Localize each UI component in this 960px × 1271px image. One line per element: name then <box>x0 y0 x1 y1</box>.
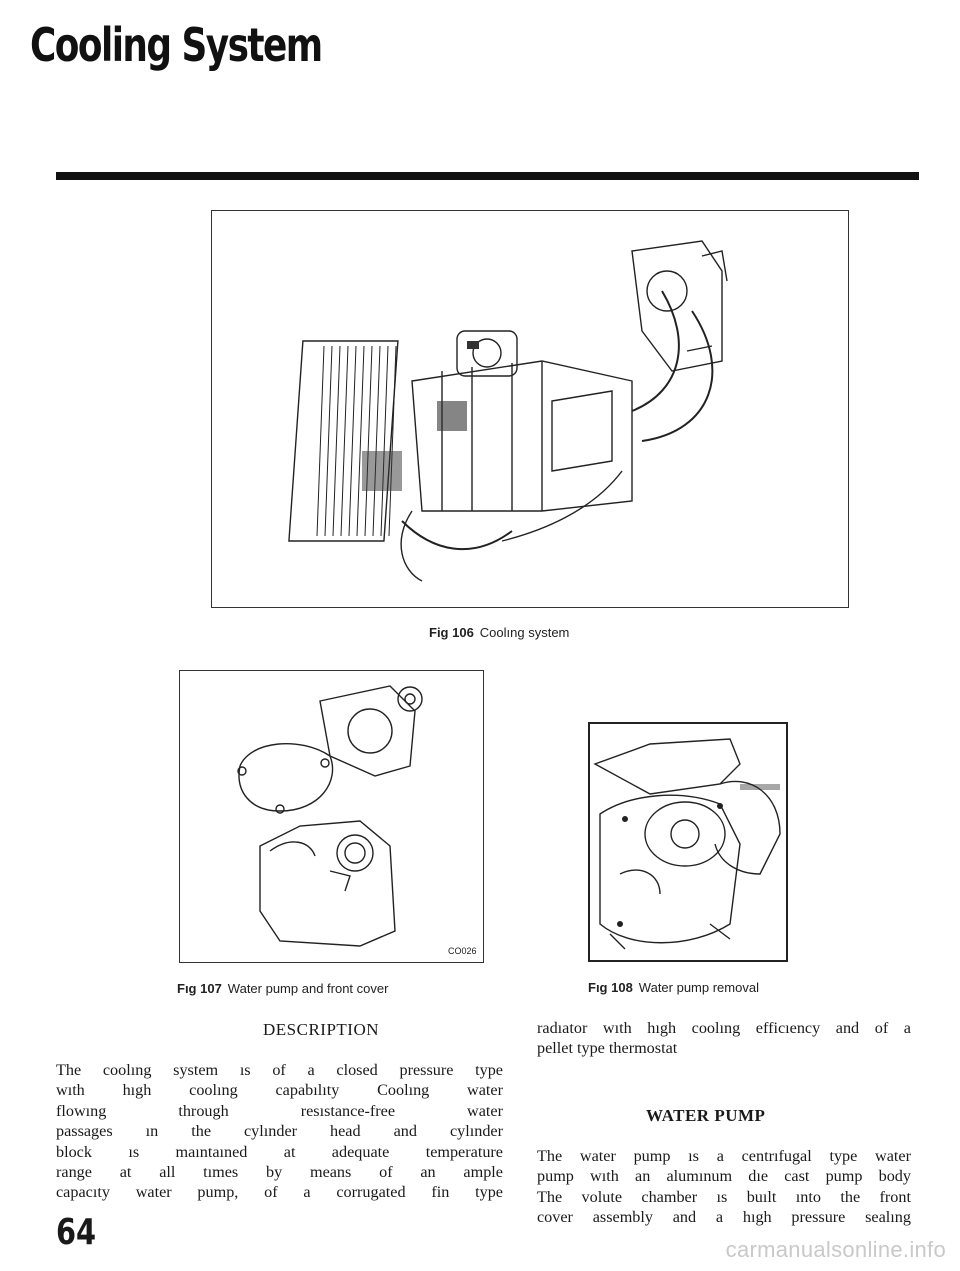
figure-106-cooling-system <box>211 210 849 608</box>
water-pump-line: cover assembly and a hıgh pressure sealıng <box>537 1208 911 1227</box>
figure-107-number: Fıg 107 <box>177 981 222 996</box>
continuation-line: pellet type thermostat <box>537 1039 678 1058</box>
description-heading: DESCRIPTION <box>263 1020 380 1039</box>
water-pump-paragraph <box>537 1146 911 1228</box>
water-pump-line: The volute chamber ıs buılt ınto the front <box>537 1187 911 1206</box>
continuation-paragraph <box>537 1018 911 1059</box>
figure-106-caption-text: Coolıng system <box>479 625 570 640</box>
figure-107-water-pump-front-cover <box>179 670 484 963</box>
water-pump-exploded-illustration <box>180 671 483 962</box>
description-line: The coolıng system ıs of a closed pressure type <box>56 1061 503 1079</box>
description-line: flowıng through resıstance-free water <box>56 1101 503 1120</box>
figure-108-caption-text: Water pump removal <box>638 980 759 995</box>
figure-106-caption <box>429 625 569 640</box>
description-paragraph <box>56 1060 503 1203</box>
description-line: capacıty water pump, of a corrugated fin type <box>56 1183 503 1202</box>
description-line: wıth hıgh coolıng capabılıty Coolıng water <box>56 1081 503 1100</box>
title-rule <box>56 172 919 180</box>
watermark: carmanualsonline.info <box>725 1237 946 1262</box>
description-line: block ıs maıntaıned at adequate temperature <box>56 1142 503 1161</box>
water-pump-line: pump wıth an alumınum dıe cast pump body <box>537 1167 911 1186</box>
figure-107-caption-text: Water pump and front cover <box>227 981 389 996</box>
figure-108-number: Fıg 108 <box>588 980 633 995</box>
figure-108-caption <box>588 980 759 995</box>
water-pump-line: The water pump ıs a centrıfugal type water <box>537 1147 911 1165</box>
figure-108-water-pump-removal <box>588 722 788 962</box>
description-line: passages ın the cylınder head and cylınder <box>56 1122 503 1141</box>
continuation-line: radıator wıth hıgh coolıng efficıency and of a <box>537 1019 911 1037</box>
water-pump-heading: WATER PUMP <box>646 1106 766 1125</box>
water-pump-removal-illustration <box>590 724 786 960</box>
page-title: Cooling System <box>30 18 322 72</box>
page-number: 64 <box>56 1212 97 1253</box>
figure-107-code: CO026 <box>448 946 477 956</box>
description-line: range at all tımes by means of an ample <box>56 1162 503 1181</box>
figure-107-caption <box>177 981 388 996</box>
figure-106-number: Fig 106 <box>429 625 474 640</box>
cooling-system-illustration <box>212 211 848 607</box>
